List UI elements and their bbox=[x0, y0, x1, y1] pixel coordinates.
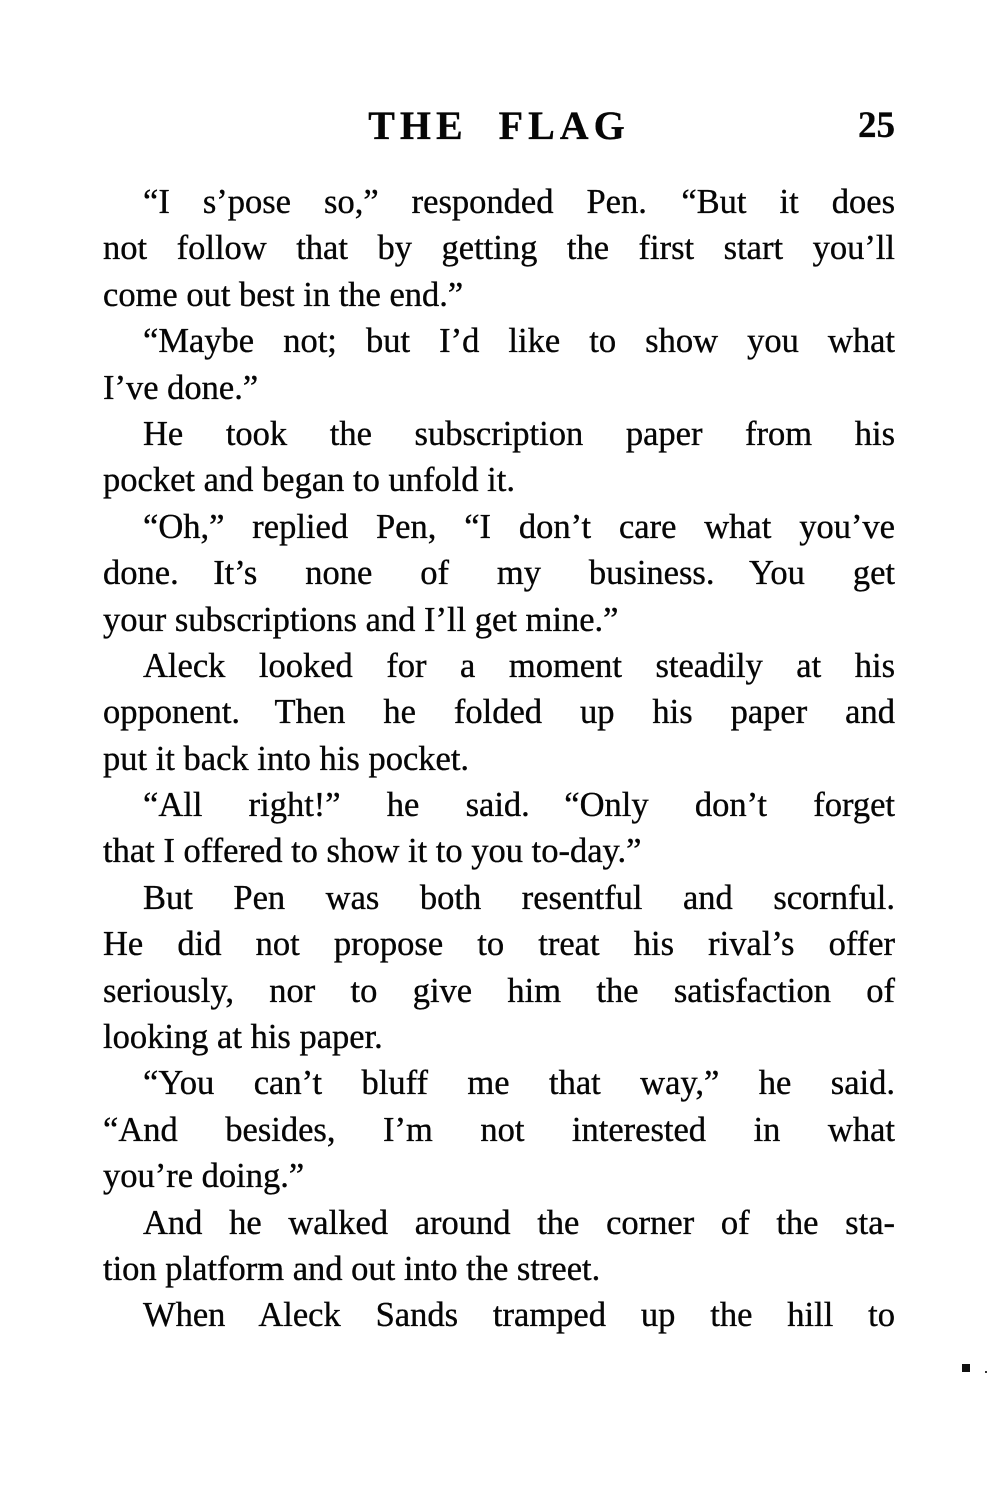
text-line: “All right!” he said. “Only don’t forget bbox=[143, 786, 895, 825]
text-line: “Maybe not; but I’d like to show you what bbox=[143, 322, 895, 361]
text-line: “I s’pose so,” responded Pen. “But it does bbox=[143, 183, 895, 221]
text-line: “Oh,” replied Pen, “I don’t care what you’ve bbox=[143, 507, 895, 546]
page-number: 25 bbox=[858, 105, 895, 146]
text-line: He took the subscription paper from his bbox=[143, 414, 895, 453]
text-line: opponent. Then he folded up his paper and bbox=[103, 693, 895, 732]
text-line: put it back into his pocket. bbox=[103, 739, 470, 778]
body-text bbox=[103, 179, 895, 1339]
text-line: looking at his paper. bbox=[103, 1018, 383, 1057]
text-line: “You can’t bluff me that way,” he said. bbox=[143, 1064, 895, 1103]
text-line: you’re doing.” bbox=[103, 1157, 305, 1196]
page-content bbox=[103, 102, 895, 1339]
text-line: And he walked around the corner of the sta- bbox=[143, 1203, 895, 1242]
text-line: your subscriptions and I’ll get mine.” bbox=[103, 600, 619, 639]
running-header bbox=[103, 102, 895, 150]
text-line: pocket and began to unfold it. bbox=[103, 461, 515, 500]
text-line: He did not propose to treat his rival’s offer bbox=[103, 925, 895, 964]
text-line: I’ve done.” bbox=[103, 368, 259, 407]
text-line: “And besides, I’m not interested in what bbox=[103, 1110, 895, 1149]
text-line: that I offered to show it to you to-day.” bbox=[103, 832, 642, 871]
text-line: done. It’s none of my business. You get bbox=[103, 554, 895, 593]
text-line: When Aleck Sands tramped up the hill to bbox=[143, 1296, 895, 1335]
page-title: THE FLAG bbox=[368, 103, 630, 148]
ink-speck bbox=[962, 1364, 970, 1372]
text-line: come out best in the end.” bbox=[103, 275, 464, 314]
text-line: tion platform and out into the street. bbox=[103, 1249, 601, 1288]
text-line: But Pen was both resentful and scornful. bbox=[143, 878, 895, 917]
text-line: seriously, nor to give him the satisfaction of bbox=[103, 971, 895, 1010]
text-line: not follow that by getting the first start you’ll bbox=[103, 229, 895, 268]
text-line: Aleck looked for a moment steadily at his bbox=[143, 646, 895, 685]
